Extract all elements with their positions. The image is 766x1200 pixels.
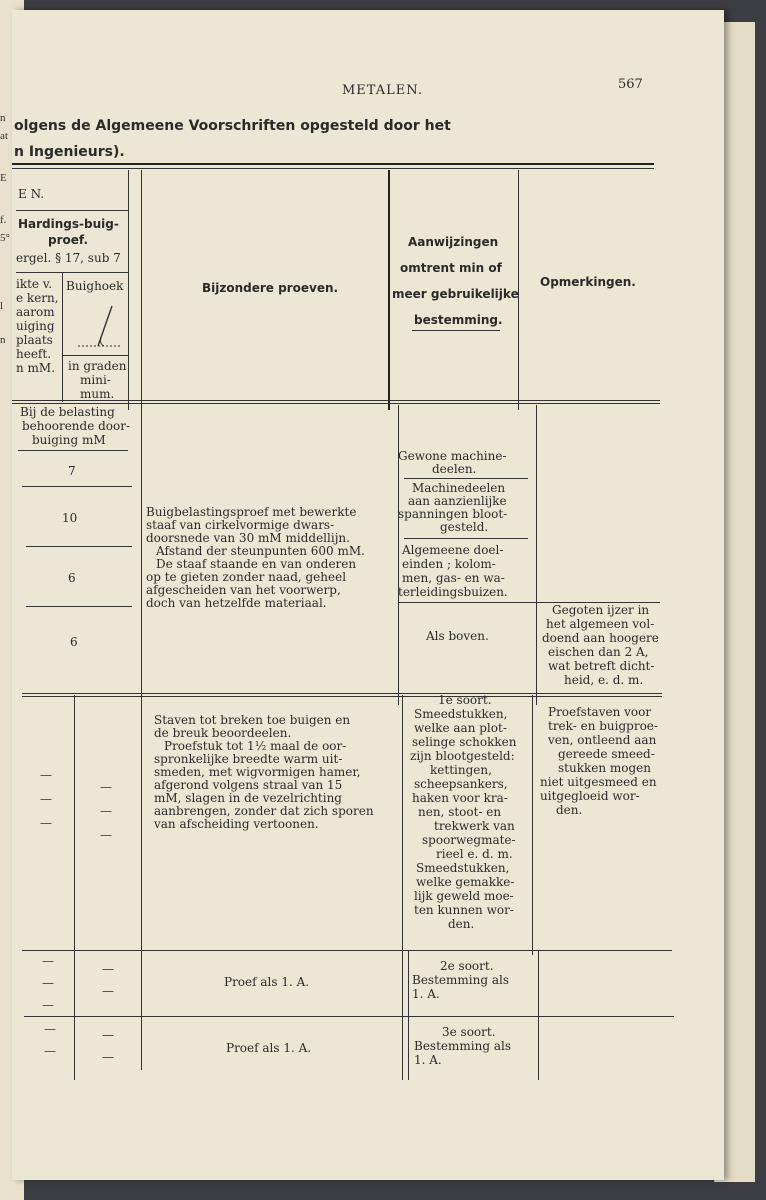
dash: — (102, 1050, 114, 1064)
opmerking-text: uitgegloeid wor- (540, 789, 640, 803)
bijzondere-text: Proefstuk tot 1½ maal de oor- (164, 739, 347, 753)
dash: — (100, 804, 112, 818)
page-number: 567 (618, 77, 643, 92)
aanw-text: aan aanzienlijke (408, 494, 507, 508)
aanw-text: 1. A. (412, 987, 440, 1001)
opmerking-text: eischen dan 2 A, (548, 645, 649, 659)
aanw-text: einden ; kolom- (402, 557, 496, 571)
dash: — (100, 828, 112, 842)
opmerking-text: doend aan hoogere (542, 631, 659, 645)
bijzondere-header: Bijzondere proeven. (202, 281, 339, 295)
aanwijzingen-header: meer gebruikelijke (392, 287, 519, 301)
buighoek-label: Buighoek (66, 279, 124, 293)
aanw-text: welke gemakke- (416, 875, 515, 889)
aanw-text: Als boven. (426, 629, 489, 643)
bijzondere-text: doch van hetzelfde materiaal. (146, 596, 327, 610)
margin-fragment: l (0, 300, 4, 312)
dash: — (42, 954, 54, 968)
dash: — (40, 816, 52, 830)
belasting-line: Bij de belasting (20, 405, 115, 419)
bijzondere-text: spronkelijke breedte warm uit- (154, 752, 343, 766)
section-rule (22, 696, 662, 697)
aanw-text: trekwerk van (434, 819, 515, 833)
dikte-line: ikte v. (16, 277, 53, 291)
opmerking-text: stukken mogen (558, 761, 652, 775)
aanw-text: terleidingsbuizen. (398, 585, 508, 599)
section-rule (22, 950, 672, 951)
aanw-text: Smeedstukken, (414, 707, 508, 721)
aanw-text: nen, stoot- en (418, 805, 502, 819)
value-10: 10 (62, 511, 78, 525)
aanw-text: Smeedstukken, (416, 861, 510, 875)
dikte-line: heeft. (16, 347, 52, 361)
row-rule (404, 538, 528, 539)
aanw-text: den. (448, 917, 475, 931)
dash: — (102, 962, 114, 976)
bijzondere-text: afgescheiden van het voorwerp, (146, 583, 341, 597)
dash: — (40, 792, 52, 806)
aanw-text: spoorwegmate- (422, 833, 516, 847)
bijzondere-text: Afstand der steunpunten 600 mM. (156, 544, 365, 558)
row-rule (18, 450, 128, 451)
column-divider (532, 695, 533, 955)
title-line-2: n Ingenieurs). (14, 144, 125, 160)
row-rule (22, 486, 132, 487)
aanw-text: rieel e. d. m. (436, 847, 513, 861)
bijzondere-text: Proef als 1. A. (224, 975, 310, 989)
aanw-text: 2e soort. (440, 959, 494, 973)
aanw-text: Machinedeelen (412, 481, 506, 495)
opmerking-text: Proefstaven voor (548, 705, 652, 719)
title-line-1: olgens de Algemeene Voorschriften opgesteld door het (14, 118, 451, 134)
opmerking-text: het algemeen vol- (546, 617, 655, 631)
row-rule (26, 606, 132, 607)
aanw-text: men, gas- en wa- (402, 571, 505, 585)
margin-fragment: n (0, 112, 6, 124)
column-divider (74, 695, 75, 1080)
header-rule (16, 210, 128, 211)
title-rule (12, 163, 654, 165)
aanw-text: gesteld. (440, 520, 489, 534)
aanw-text: deelen. (432, 462, 477, 476)
bijzondere-text: aanbrengen, zonder dat zich sporen (154, 804, 374, 818)
aanw-text: Algemeene doel- (402, 543, 504, 557)
opmerking-text: heid, e. d. m. (564, 673, 644, 687)
column-divider (538, 950, 539, 1080)
graden-line: mum. (80, 387, 115, 401)
belasting-line: behoorende door- (22, 419, 131, 433)
belasting-line: buiging mM (32, 433, 106, 447)
angle-diagram (76, 296, 126, 352)
row-rule (404, 478, 528, 479)
bijzondere-text: van afscheiding vertoonen. (154, 817, 319, 831)
aanw-text: Gewone machine- (398, 449, 507, 463)
opmerking-text: ven, ontleend aan (548, 733, 657, 747)
aanw-text: zijn blootgesteld: (410, 749, 515, 763)
opmerkingen-header: Opmerkingen. (540, 275, 636, 289)
aanw-text: scheepsankers, (414, 777, 508, 791)
aanw-text: haken voor kra- (412, 791, 508, 805)
value-6: 6 (68, 571, 76, 585)
section-rule (22, 693, 662, 694)
bijzondere-text: smeden, met wigvormigen hamer, (154, 765, 361, 779)
column-divider (62, 272, 63, 402)
bijzondere-text: mM, slagen in de vezelrichting (154, 791, 342, 805)
opmerking-text: den. (556, 803, 583, 817)
section-rule (24, 1016, 674, 1017)
aanw-text: ten kunnen wor- (414, 903, 514, 917)
margin-fragment: at (0, 130, 8, 142)
bijzondere-text: De staaf staande en van onderen (156, 557, 357, 571)
aanw-text: 1. A. (414, 1053, 442, 1067)
header-bottom-rule (12, 403, 660, 404)
margin-fragment: E (0, 172, 7, 184)
dash: — (100, 780, 112, 794)
column-divider (402, 695, 403, 1080)
dikte-line: uiging (16, 319, 55, 333)
header-rule (62, 355, 128, 356)
dash: — (102, 1028, 114, 1042)
title-rule-thin (12, 168, 654, 169)
bijzondere-text: Buigbelastingsproef met bewerkte (146, 505, 357, 519)
aanw-text: 1e soort. (438, 693, 492, 707)
hardings-reference: ergel. § 17, sub 7 (16, 251, 121, 265)
aanw-text: 3e soort. (442, 1025, 496, 1039)
column-divider (388, 170, 390, 410)
opmerking-text: Gegoten ijzer in (552, 603, 650, 617)
dikte-line: e kern, (16, 291, 59, 305)
hardings-title-1: Hardings-buig- (18, 217, 119, 231)
aanwijzingen-header: omtrent min of (400, 261, 502, 275)
aanwijzingen-header: bestemming. (414, 313, 503, 327)
underline (412, 330, 500, 331)
column-divider (408, 950, 409, 1080)
margin-fragment: 5° (0, 232, 10, 244)
opmerking-text: gereede smeed- (558, 747, 655, 761)
aanw-text: kettingen, (430, 763, 492, 777)
margin-fragment: f. (0, 214, 7, 226)
hardings-title-2: proef. (48, 233, 89, 247)
aanw-text: selinge schokken (412, 735, 517, 749)
dikte-line: n mM. (16, 361, 56, 375)
aanw-text: lijk geweld moe- (414, 889, 514, 903)
bijzondere-text: afgerond volgens straal van 15 (154, 778, 343, 792)
dikte-line: plaats (16, 333, 53, 347)
margin-fragment: n (0, 334, 6, 346)
aanw-text: spanningen bloot- (398, 507, 508, 521)
opmerking-text: niet uitgesmeed en (540, 775, 657, 789)
bijzondere-text: staaf van cirkelvormige dwars- (146, 518, 335, 532)
running-title: METALEN. (342, 83, 423, 98)
graden-line: mini- (80, 373, 111, 387)
dikte-line: aarom (16, 305, 55, 319)
aanwijzingen-header: Aanwijzingen (408, 235, 499, 249)
header-rule (16, 272, 128, 273)
aanw-text: Bestemming als (414, 1039, 511, 1053)
column-divider (536, 405, 537, 705)
aanw-text: Bestemming als (412, 973, 509, 987)
graden-line: in graden (68, 359, 127, 373)
dash: — (44, 1044, 56, 1058)
header-bottom-rule (12, 400, 660, 401)
dash: — (42, 998, 54, 1012)
value-7: 7 (68, 464, 76, 478)
bijzondere-text: Proef als 1. A. (226, 1041, 312, 1055)
bijzondere-text: op te gieten zonder naad, geheel (146, 570, 347, 584)
dash: — (44, 1022, 56, 1036)
column-divider (141, 170, 142, 1070)
row-rule (26, 546, 132, 547)
opmerking-text: trek- en buigproe- (548, 719, 658, 733)
dash: — (42, 976, 54, 990)
dash: — (40, 768, 52, 782)
book-page (12, 10, 724, 1180)
column-divider (128, 170, 129, 410)
bijzondere-text: de breuk beoordeelen. (154, 726, 292, 740)
value-6: 6 (70, 635, 78, 649)
column-group-label: E N. (18, 187, 45, 201)
bijzondere-text: Staven tot breken toe buigen en (154, 713, 351, 727)
bijzondere-text: doorsnede van 30 mM middellijn. (146, 531, 350, 545)
aanw-text: welke aan plot- (414, 721, 507, 735)
dash: — (102, 984, 114, 998)
opmerking-text: wat betreft dicht- (548, 659, 655, 673)
